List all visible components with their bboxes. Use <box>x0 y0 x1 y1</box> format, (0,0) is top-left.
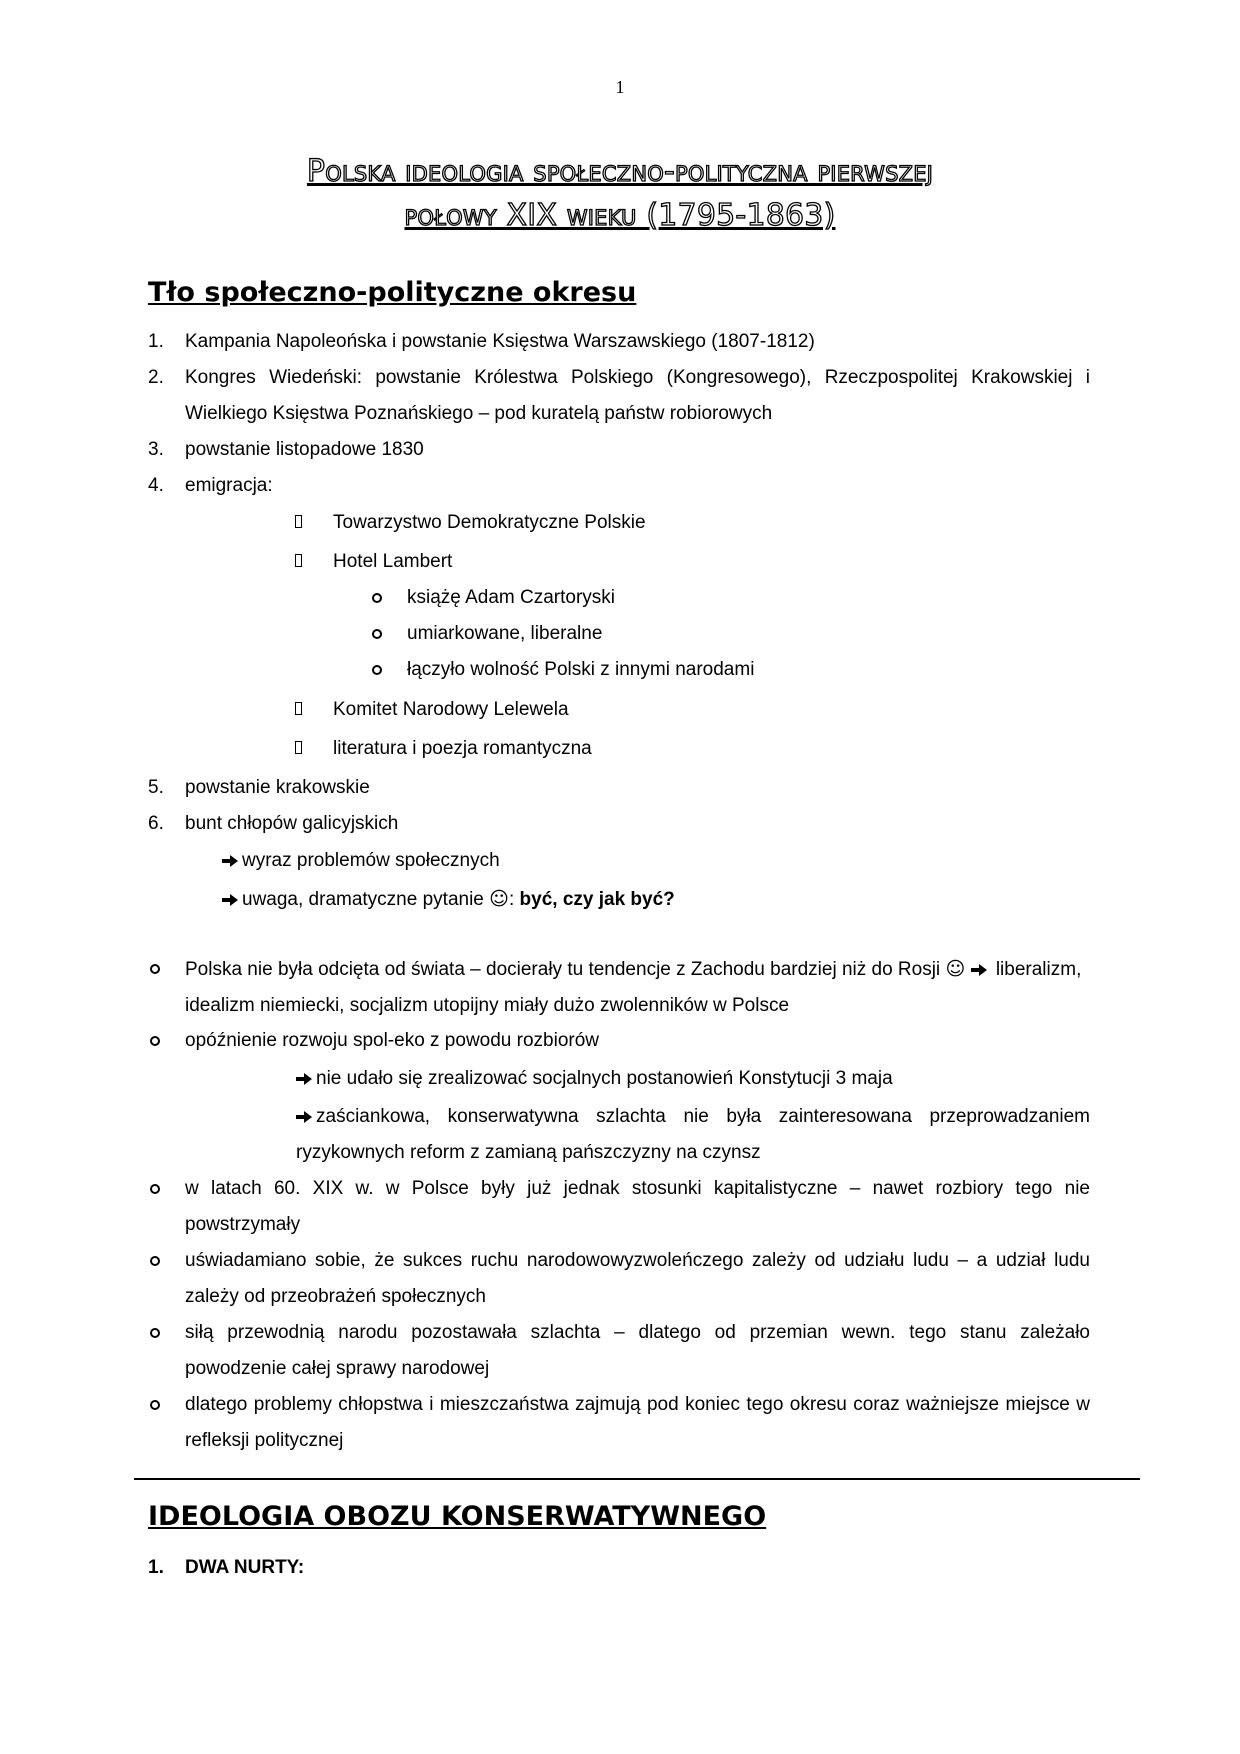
circle-bullet-icon <box>372 593 382 603</box>
list-number: 5. <box>148 777 164 798</box>
bullet-item: uświadamiano sobie, że sukces ruchu narodowowyzwoleńczego zależy od udziału ludu – a udział ludu zależy od przeobrażeń społecznych <box>185 1250 1090 1307</box>
sub-list-item: literatura i poezja romantyczna <box>333 738 592 759</box>
list-number: 6. <box>148 813 164 834</box>
circle-bullet-icon <box>150 1400 160 1410</box>
circle-bullet-icon <box>150 964 160 974</box>
arrow-note <box>222 881 675 918</box>
list-number: 1. <box>148 331 164 352</box>
list-item: emigracja: <box>185 475 273 496</box>
colon: : <box>508 889 520 910</box>
list-number: 3. <box>148 439 164 460</box>
list-number: 2. <box>148 367 164 388</box>
list-item: Kampania Napoleońska i powstanie Księstwa Warszawskiego (1807-1812) <box>185 331 815 352</box>
circle-bullet-icon <box>150 1184 160 1194</box>
circle-bullet-icon <box>150 1328 160 1338</box>
bullet-item: w latach 60. XIX w. w Polsce były już jednak stosunki kapitalistyczne – nawet rozbiory tego nie powstrzymały <box>185 1178 1090 1235</box>
arrow-note <box>222 843 500 879</box>
horizontal-divider <box>134 1478 1140 1480</box>
section-heading-background: Tło społeczno-polityczne okresu <box>148 277 637 308</box>
title-line-1: Polska ideologia społeczno-polityczna pierwszej <box>306 154 934 189</box>
right-arrow-icon <box>222 894 238 906</box>
square-bullet-icon <box>295 702 302 715</box>
bullet-item: siłą przewodnią narodu pozostawała szlachta – dlatego od przemian wewn. tego stanu zależało powodzenie całej sprawy narodowej <box>185 1322 1090 1379</box>
square-bullet-icon <box>295 554 302 567</box>
bullet-item: opóźnienie rozwoju spol-eko z powodu rozbiorów <box>185 1030 600 1051</box>
arrow-note <box>296 1099 1090 1171</box>
list-number: 1. <box>148 1557 164 1578</box>
arrow-note-text: uwaga, dramatyczne pytanie <box>242 889 484 910</box>
list-item: bunt chłopów galicyjskich <box>185 813 399 834</box>
arrow-note-text: nie udało się zrealizować socjalnych postanowień Konstytucji 3 maja <box>316 1068 893 1089</box>
circle-bullet-icon <box>150 1036 160 1046</box>
square-bullet-icon <box>295 741 302 754</box>
right-arrow-icon <box>222 855 238 867</box>
list-item: powstanie krakowskie <box>185 777 370 798</box>
right-arrow-icon <box>971 964 987 976</box>
square-bullet-icon <box>295 515 302 528</box>
bullet-text: Polska nie była odcięta od świata – docierały tu tendencje z Zachodu bardziej niż do Rosji <box>185 959 941 980</box>
bullet-text-continued: liberalizm, idealizm niemiecki, socjalizm utopijny miały dużo zwolenników w Polsce <box>185 959 1082 1016</box>
arrow-note <box>296 1061 1086 1097</box>
sub-list-item: Towarzystwo Demokratyczne Polskie <box>333 512 646 533</box>
list-item: Kongres Wiedeński: powstanie Królestwa Polskiego (Kongresowego), Rzeczpospolitej Krakowskiej i Wielkiego Księstwa Poznańskiego – pod kuratelą państw robiorowych <box>185 367 1090 424</box>
arrow-note-text: wyraz problemów społecznych <box>242 850 500 871</box>
right-arrow-icon <box>296 1073 312 1085</box>
title-line-2: połowy XIX wieku (1795-1863) <box>404 198 836 233</box>
list-item: powstanie listopadowe 1830 <box>185 439 424 460</box>
right-arrow-icon <box>296 1111 312 1123</box>
dramatic-question: być, czy jak być? <box>519 889 675 910</box>
document-title <box>150 150 1090 238</box>
arrow-note-text: zaściankowa, konserwatywna szlachta nie była zainteresowana przeprowadzaniem ryzykownych reform z zamianą pańszczyzny na czynsz <box>296 1106 1090 1163</box>
sub-sub-list-item: książę Adam Czartoryski <box>407 587 616 608</box>
sub-sub-list-item: umiarkowane, liberalne <box>407 623 603 644</box>
list-number: 4. <box>148 475 164 496</box>
list-item: DWA NURTY: <box>185 1557 305 1578</box>
smiley-icon: ☺ <box>489 888 509 910</box>
bullet-item: dlatego problemy chłopstwa i mieszczaństwa zajmują pod koniec tego okresu coraz ważniejsze miejsce w refleksji politycznej <box>185 1394 1090 1451</box>
section-heading-conservative: IDEOLOGIA OBOZU KONSERWATYWNEGO <box>148 1501 767 1532</box>
circle-bullet-icon <box>372 665 382 675</box>
sub-sub-list-item: łączyło wolność Polski z innymi narodami <box>407 659 755 680</box>
smiley-icon: ☺ <box>945 958 966 980</box>
circle-bullet-icon <box>372 629 382 639</box>
sub-list-item: Komitet Narodowy Lelewela <box>333 699 569 720</box>
sub-list-item: Hotel Lambert <box>333 551 453 572</box>
page-number: 1 <box>615 77 625 97</box>
bullet-item <box>185 951 1090 1024</box>
circle-bullet-icon <box>150 1256 160 1266</box>
